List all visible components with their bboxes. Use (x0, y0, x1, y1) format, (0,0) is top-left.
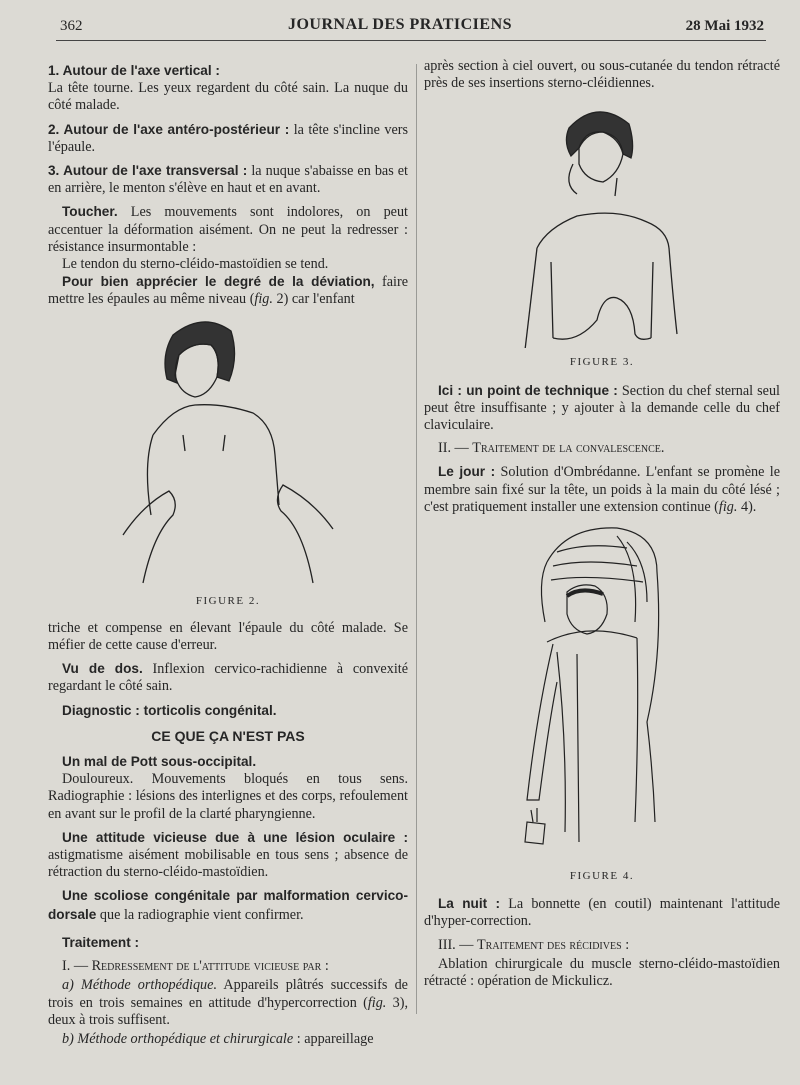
left-column (48, 62, 408, 1054)
paragraph: après section à ciel ouvert, ou sous-cutanée du tendon rétracté près de ses insertions sterno-cléidiennes. (424, 58, 780, 92)
paragraph (48, 958, 408, 975)
paragraph (48, 934, 408, 952)
text: : appareillage (293, 1030, 374, 1047)
lead: Une scoliose congénitale par malformation cervico-dorsale (48, 888, 408, 922)
lead: Un mal de Pott sous-occipital. (62, 754, 257, 770)
paragraph (48, 62, 408, 115)
text: faire mettre les épaules au même niveau ( (48, 274, 408, 308)
journal-title: JOURNAL DES PRATICIENS (287, 16, 513, 33)
section-heading: CE QUE ÇA N'EST PAS (151, 727, 305, 744)
paragraph: Le tendon du sterno-cléido-mastoïdien se tend. (62, 256, 329, 273)
text: Méthode orthopédique et chirurgicale (73, 1030, 294, 1047)
paragraph (424, 937, 780, 954)
text: Méthode orthopédique. (73, 977, 217, 994)
fig-ref: fig. (367, 994, 387, 1011)
paragraph (424, 382, 780, 435)
figure-4-illustration (507, 522, 697, 862)
paragraph: Ablation chirurgicale du muscle sterno-cléido-mastoïdien rétracté : opération de Mickulicz. (424, 955, 780, 990)
text: 4). (737, 498, 757, 515)
figure-2-caption: FIGURE 2. (195, 594, 261, 607)
text: Les mouvements sont indolores, on peut accentuer la déformation aisément. On ne peut la redresser : résistance insurmontable : (48, 204, 408, 255)
paragraph (48, 203, 408, 256)
fig-ref: fig. (254, 291, 273, 308)
lead: 1. Autour de l'axe vertical : (48, 63, 220, 78)
paragraph (48, 162, 408, 197)
text: Solution d'Ombrédanne. L'enfant se promène le membre sain fixé sur la tête, un poids à la main du côté lésé ; c'est pratiquement installer une extension continue ( (424, 464, 780, 515)
text: Traitement des récidives : (477, 936, 630, 953)
figure-4-caption: FIGURE 4. (569, 870, 635, 883)
page-number: 362 (60, 18, 83, 34)
header-rule (56, 40, 766, 41)
paragraph (424, 440, 780, 457)
paragraph (48, 887, 408, 923)
text: II. — (438, 440, 473, 457)
text: que la radiographie vient confirmer. (96, 906, 304, 923)
paragraph (48, 829, 408, 882)
paragraph (424, 895, 780, 930)
text: I. — (62, 958, 92, 975)
figure-3-caption: FIGURE 3. (569, 356, 635, 369)
text: La bonnette (en coutil) maintenant l'attitude d'hyper-correction. (424, 896, 780, 930)
text: Traitement de la convalescence. (472, 440, 665, 457)
text: III. — (438, 936, 478, 953)
text: 2) car l'enfant (272, 291, 355, 308)
text: 3), deux à trois suffisent. (48, 994, 408, 1028)
lead: Toucher. (62, 204, 118, 220)
paragraph (48, 121, 408, 156)
text: Inflexion cervico-rachidienne à convexité regardant le côté sain. (48, 661, 409, 695)
issue-date: 28 Mai 1932 (685, 18, 764, 34)
paragraph (48, 753, 408, 771)
text: la tête s'incline vers l'épaule. (48, 121, 408, 155)
lead: Ici : un point de technique : (438, 382, 618, 398)
paragraph (424, 463, 780, 516)
right-column (424, 58, 780, 996)
lead: Diagnostic : torticolis congénital. (62, 702, 277, 718)
paragraph (48, 660, 408, 695)
lead: La nuit : (438, 896, 501, 912)
paragraph (48, 977, 408, 1029)
paragraph (48, 1031, 408, 1048)
text: astigmatisme aisément mobilisable en tous sens ; absence de rétraction du sterno-cléido-mastoïdien. (48, 847, 408, 881)
lead: Traitement : (62, 934, 140, 950)
text: Section du chef sternal seul peut être insuffisante ; y ajouter à la demande celle du chef claviculaire. (424, 382, 781, 434)
text: a) (62, 977, 74, 994)
fig-ref: fig. (718, 498, 738, 515)
paragraph (48, 273, 408, 308)
lead: Le jour : (438, 464, 496, 480)
text: Appareils plâtrés successifs de trois en trois semaines en attitude d'hypercorrection ( (48, 977, 408, 1011)
text: La tête tourne. Les yeux regardent du côté sain. La nuque du côté malade. (48, 80, 408, 114)
figure-2-illustration (113, 315, 343, 587)
lead: Pour bien apprécier le degré de la déviation, (62, 274, 375, 290)
page-header (0, 14, 800, 38)
text: la nuque s'abaisse en bas et en arrière, le menton s'élève en haut et en avant. (48, 163, 408, 197)
paragraph (48, 702, 408, 720)
text: b) (62, 1030, 74, 1047)
lead: Une attitude vicieuse due à une lésion oculaire : (62, 829, 408, 845)
figure-3-illustration (507, 98, 697, 348)
lead: Vu de dos. (62, 661, 143, 677)
paragraph: Douloureux. Mouvements bloqués en tous sens. Radiographie : lésions des interlignes et des corps, refoulement en avant sur le profil de la clarté pharyngienne. (48, 771, 408, 822)
lead: 2. Autour de l'axe antéro-postérieur : (48, 121, 290, 137)
column-divider (416, 64, 417, 1014)
text: Redressement de l'attitude vicieuse par : (91, 958, 329, 975)
paragraph: triche et compense en élevant l'épaule du côté malade. Se méfier de cette cause d'erreur. (48, 619, 408, 654)
lead: 3. Autour de l'axe transversal : (48, 163, 248, 179)
